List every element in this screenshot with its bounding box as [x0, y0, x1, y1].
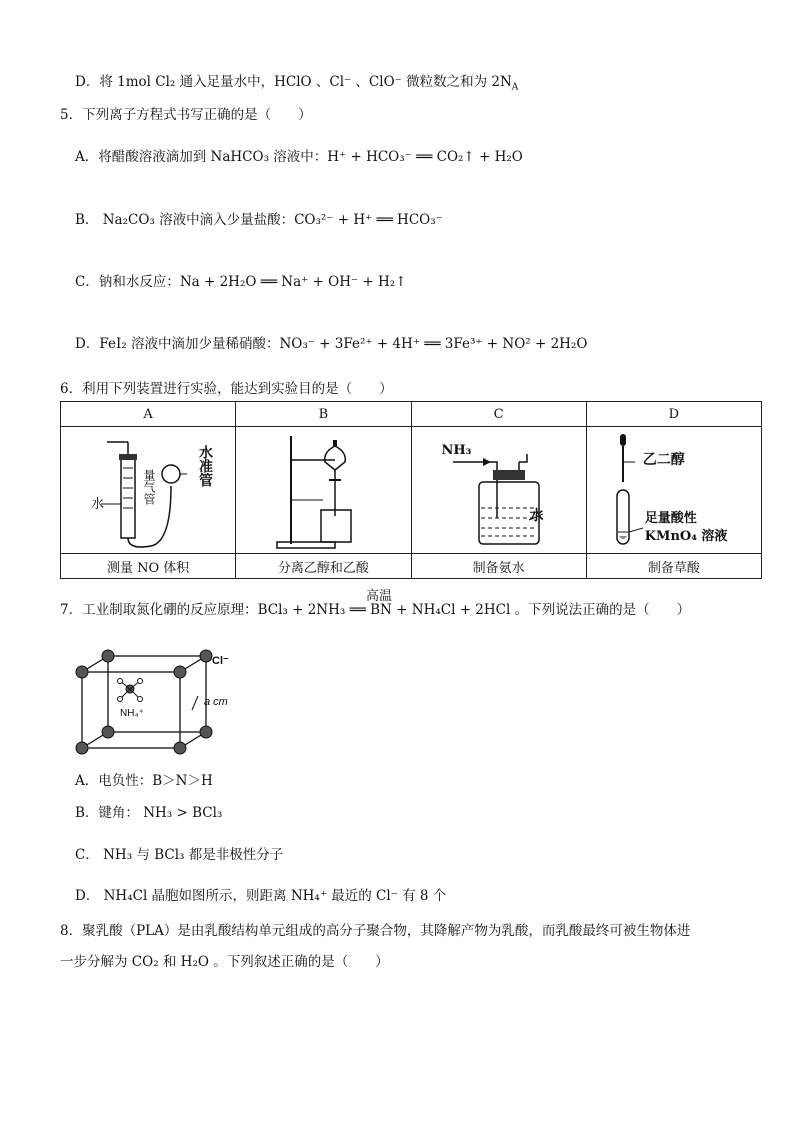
option-5d: D．FeI₂ 溶液中滴加少量稀硝酸：NO₃⁻ + 3Fe²⁺ + 4H⁺ ══ 3Fe³⁺ + NO² + 2H₂O: [75, 336, 588, 352]
caption-c: 制备氨水: [411, 554, 586, 579]
caption-b: 分离乙醇和乙酸: [236, 554, 411, 579]
label-water-a: 水: [91, 497, 105, 512]
reaction-condition: 高温: [366, 589, 393, 604]
label-ethylene-glycol: 乙二醇: [642, 452, 685, 468]
label-leveling-tube: 水准管: [197, 445, 213, 487]
option-7d: D． NH₄Cl 晶胞如图所示，则距离 NH₄⁺ 最近的 Cl⁻ 有 8 个: [75, 888, 447, 904]
apparatus-a: [61, 427, 236, 554]
question-8-line2: 一步分解为 CO₂ 和 H₂O 。下列叙述正确的是（ ）: [60, 954, 389, 970]
header-c: C: [411, 402, 586, 427]
caption-d: 制备草酸: [586, 554, 761, 579]
label-edge-length: a cm: [204, 696, 228, 708]
label-nh3: NH₃: [441, 443, 472, 458]
header-a: A: [61, 402, 236, 427]
separatory-funnel-icon: [263, 428, 383, 552]
label-water-c: 水: [529, 508, 544, 524]
header-d: D: [586, 402, 761, 427]
question-5: 5．下列离子方程式书写正确的是（ ）: [60, 107, 312, 123]
option-5c: C．钠和水反应：Na + 2H₂O ══ Na⁺ + OH⁻ + H₂↑: [75, 274, 407, 290]
option-4d: D．将 1mol Cl₂ 通入足量水中，HClO 、Cl⁻ 、ClO⁻ 微粒数之和为 $2N_A$: [75, 74, 519, 93]
question-7: 7．工业制取氮化硼的反应原理：BCl₃ + 2NH₃ ══ BN + NH₄Cl + 2HCl 。下列说法正确的是（ ）: [60, 602, 691, 618]
apparatus-b: [236, 427, 411, 554]
label-kmno4: KMnO₄ 溶液: [644, 529, 728, 544]
label-burette: 量气管: [142, 469, 156, 505]
header-b: B: [236, 402, 411, 427]
label-excess-acidic: 足量酸性: [644, 511, 697, 526]
label-cl-anion: Cl⁻: [212, 655, 229, 667]
apparatus-table: [60, 401, 762, 579]
apparatus-c: [411, 427, 586, 554]
option-5a: A．将醋酸溶液滴加到 NaHCO₃ 溶液中：H⁺ + HCO₃⁻ ══ CO₂↑ + H₂O: [75, 149, 523, 165]
option-5b: B． Na₂CO₃ 溶液中滴入少量盐酸：CO₃²⁻ + H⁺ ══ HCO₃⁻: [75, 212, 443, 228]
apparatus-d: [586, 427, 761, 554]
crystal-cell-figure: [68, 648, 248, 760]
option-7a: A．电负性：B＞N＞H: [75, 773, 213, 789]
caption-a: 测量 NO 体积: [61, 554, 236, 579]
question-6: 6．利用下列装置进行实验，能达到实验目的是（ ）: [60, 381, 393, 397]
question-8-line1: 8．聚乳酸（PLA）是由乳酸结构单元组成的高分子聚合物，其降解产物为乳酸，而乳酸最终可被生物体进: [60, 923, 691, 939]
option-7c: C． NH₃ 与 BCl₃ 都是非极性分子: [75, 847, 284, 863]
label-nh4-cation: NH₄⁺: [120, 708, 144, 719]
option-7b: B．键角： NH₃ > BCl₃: [75, 805, 223, 821]
